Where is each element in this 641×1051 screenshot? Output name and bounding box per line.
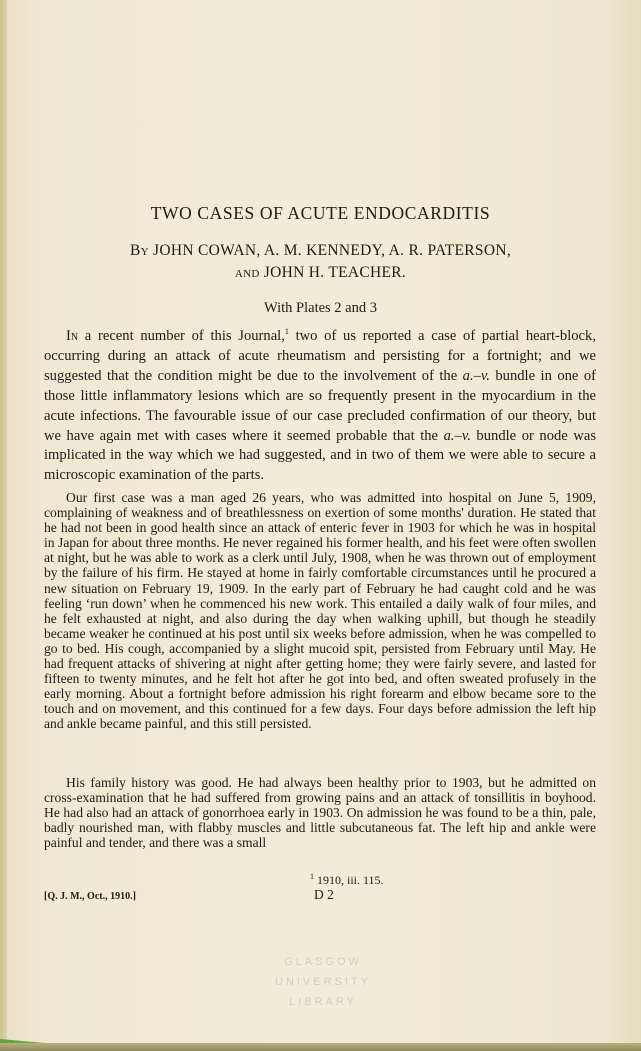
av-bundle-term-1: a.–v. (462, 367, 490, 384)
stamp-line: LIBRARY (289, 996, 357, 1008)
stamp-line: GLASGOW (284, 956, 362, 968)
journal-reference: [Q. J. M., Oct., 1910.] (44, 891, 136, 902)
library-stamp (262, 952, 384, 1018)
paragraph-intro-text-c: bundle in one of those little inflammatory lesions which are so frequently present in the myocardium in the acute infections. The favourable issue of our case precluded confirmation of our theory, but we have again met with cases where it seemed probable that the (44, 367, 596, 444)
paragraph-first-case: Our first case was a man aged 26 years, who was admitted into hospital on June 5, 1909, complaining of weakness and of breathlessness on exertion of some months' duration. He stated that he had not been in good health since an attack of enteric fever in 1903 for which he was in hospital in Japan for about three months. He never regained his former health, and his feet were often swollen at night, but he was able to work as a clerk until July, 1908, when he was thrown out of employment by the failure of his firm. He stayed at home in fairly comfortable circumstances until he procured a new situation on February 19, 1909. In the early part of February he had caught cold and he was feeling ‘run down’ when he commenced his new work. This entailed a daily walk of four miles, and he felt exhausted at night, and also during the day when walking uphill, but though he steadily became weaker he continued at his post until six weeks before admission, when he was compelled to go to bed. His cough, accompanied by a slight mucoid spit, persisted from February until May. He had frequent attacks of shivering at night after getting home; they were fairly severe, and lasted for fifteen to twenty minutes, and he felt hot after he got into bed, and often sweated profusely in the early morning. About a fortnight before admission his right forearm and elbow became sore to the touch and on movement, and this continued for a few days. Four days before admission the left hip and ankle became painful, and this still persisted. (44, 490, 596, 732)
paragraph-intro-lead: In (66, 328, 79, 344)
authors-line-1 (0, 242, 641, 260)
paragraph-family-history: His family history was good. He had always been healthy prior to 1903, but he admitted on cross-examination that he had suffered from growing pains and an attack of tonsillitis in boyhood. He had also had an attack of gonorrhoea early in 1903. On admission he was found to be a thin, pale, badly nourished man, with flabby muscles and little subcutaneous fat. The left hip and ankle were painful and tender, and there was a small (44, 775, 596, 851)
footnote-reference: 1 (284, 327, 289, 337)
authors-line-2 (0, 264, 641, 282)
page-bottom-edge (0, 1043, 641, 1051)
paragraph-intro-text-d: bundle or node was implicated in the way which we had suggested, and in two of them we were able to secure a microscopic examination of the parts. (44, 427, 596, 484)
page-left-edge (0, 0, 7, 1051)
article-title: TWO CASES OF ACUTE ENDOCARDITIS (150, 203, 491, 223)
authors-line-2-text: and JOHN H. TEACHER. (234, 264, 407, 281)
signature-mark: D 2 (314, 887, 334, 902)
plates-note: With Plates 2 and 3 (264, 300, 377, 316)
stamp-line: UNIVERSITY (274, 976, 371, 988)
footnote (310, 873, 384, 888)
av-bundle-term-2: a.–v. (443, 427, 471, 444)
paragraph-intro-text-a: a recent number of this Journal, (78, 328, 285, 344)
authors-line-1-text: By JOHN COWAN, A. M. KENNEDY, A. R. PATERSON, (129, 242, 511, 259)
paragraph-intro (44, 327, 596, 486)
paragraph-intro-text-b: two of us reported a case of partial heart-block, occurring during an attack of acute rheumatism and persisting for a fortnight; and we suggested that the condition might be due to the involvement of the (44, 328, 596, 384)
footnote-mark: 1 (310, 872, 314, 881)
footnote-text: 1910, iii. 115. (314, 873, 384, 887)
